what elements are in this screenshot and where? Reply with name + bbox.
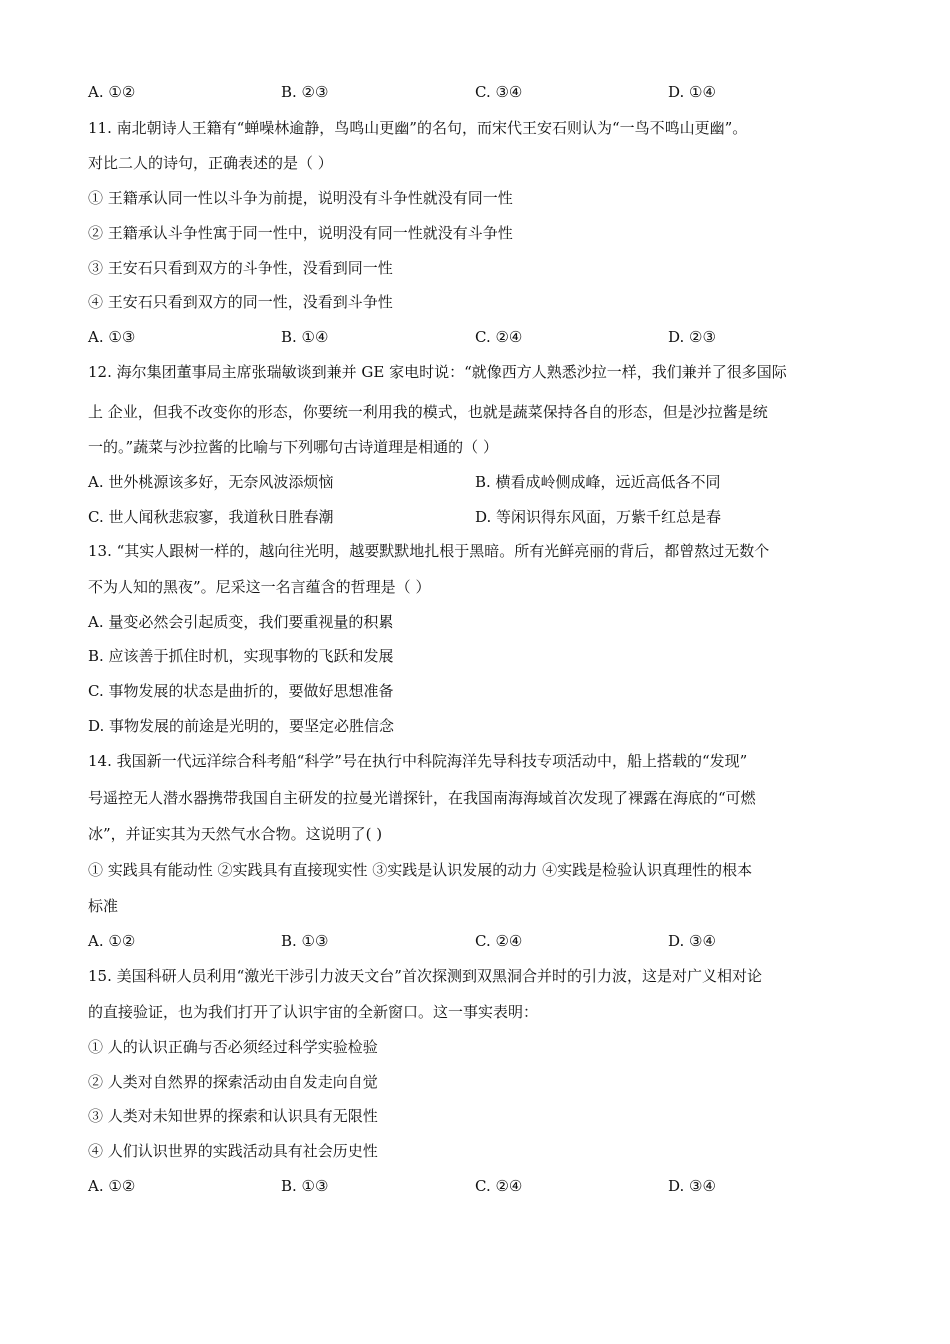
- q12-option-d: D. 等闲识得东风面，万紫千红总是春: [475, 508, 722, 526]
- q12-stem-line1: 12. 海尔集团董事局主席张瑞敏谈到兼并 GE 家电时说：“就像西方人熟悉沙拉一样，我们兼并了很多国际: [88, 363, 787, 381]
- q14-stem-line2: 号遥控无人潜水器携带我国自主研发的拉曼光谱探针，在我国南海海域首次发现了裸露在海底的“可燃: [88, 789, 756, 807]
- q13-option-d: D. 事物发展的前途是光明的，要坚定必胜信念: [88, 717, 395, 735]
- q11-option-b: B. ①④: [281, 328, 329, 346]
- q10-option-b: B. ②③: [281, 83, 329, 101]
- q11-option-d: D. ②③: [668, 328, 716, 346]
- q11-option-c: C. ②④: [475, 328, 523, 346]
- q14-stem-line1: 14. 我国新一代远洋综合科考船“科学”号在执行中科院海洋先导科技专项活动中，船上搭载的“发现”: [88, 752, 748, 770]
- q14-option-a: A. ①②: [88, 932, 136, 950]
- q15-option-a: A. ①②: [88, 1177, 136, 1195]
- q14-option-b: B. ①③: [281, 932, 329, 950]
- q13-stem-line2: 不为人知的黑夜”。尼采这一名言蕴含的哲理是（ ）: [88, 578, 431, 596]
- q14-items-line2: 标准: [88, 897, 119, 915]
- q10-option-a: A. ①②: [88, 83, 136, 101]
- q15-item-1: ① 人的认识正确与否必须经过科学实验检验: [88, 1038, 378, 1056]
- q10-option-d: D. ①④: [668, 83, 716, 101]
- q15-option-c: C. ②④: [475, 1177, 523, 1195]
- q15-item-4: ④ 人们认识世界的实践活动具有社会历史性: [88, 1142, 378, 1160]
- q14-items-line1: ① 实践具有能动性 ②实践具有直接现实性 ③实践是认识发展的动力 ④实践是检验认识真理性的根本: [88, 861, 753, 879]
- q12-option-a: A. 世外桃源该多好，无奈风波添烦恼: [88, 473, 334, 491]
- q15-option-d: D. ③④: [668, 1177, 716, 1195]
- q11-item-1: ① 王籍承认同一性以斗争为前提，说明没有斗争性就没有同一性: [88, 189, 513, 207]
- q11-stem-line1: 11. 南北朝诗人王籍有“蝉噪林逾静，鸟鸣山更幽”的名句，而宋代王安石则认为“一鸟不鸣山更幽”。: [88, 119, 748, 137]
- q12-option-c: C. 世人闻秋悲寂寥，我道秋日胜春潮: [88, 508, 334, 526]
- q15-item-2: ② 人类对自然界的探索活动由自发走向自觉: [88, 1073, 378, 1091]
- q12-option-b: B. 横看成岭侧成峰，远近高低各不同: [475, 473, 721, 491]
- q15-stem-line2: 的直接验证，也为我们打开了认识宇宙的全新窗口。这一事实表明：: [88, 1003, 539, 1021]
- q11-item-4: ④ 王安石只看到双方的同一性，没看到斗争性: [88, 293, 393, 311]
- q14-stem-line3: 冰”，并证实其为天然气水合物。这说明了( ): [88, 825, 383, 843]
- q10-option-c: C. ③④: [475, 83, 523, 101]
- q15-item-3: ③ 人类对未知世界的探索和认识具有无限性: [88, 1107, 378, 1125]
- q11-item-2: ② 王籍承认斗争性寓于同一性中，说明没有同一性就没有斗争性: [88, 224, 513, 242]
- q11-option-a: A. ①③: [88, 328, 136, 346]
- q13-option-a: A. 量变必然会引起质变，我们要重视量的积累: [88, 613, 394, 631]
- q13-stem-line1: 13. “其实人跟树一样的，越向往光明，越要默默地扎根于黑暗。所有光鲜亮丽的背后，都曾熬过无数个: [88, 542, 770, 560]
- q14-option-d: D. ③④: [668, 932, 716, 950]
- q11-stem-line2: 对比二人的诗句，正确表述的是（ ）: [88, 154, 333, 172]
- q12-stem-line3: 一的。”蔬菜与沙拉酱的比喻与下列哪句古诗道理是相通的（ ）: [88, 438, 498, 456]
- q15-stem-line1: 15. 美国科研人员利用“激光干涉引力波天文台”首次探测到双黑洞合并时的引力波，这是对广义相对论: [88, 967, 762, 985]
- q12-stem-line2: 上 企业，但我不改变你的形态，你要统一利用我的模式，也就是蔬菜保持各自的形态，但是沙拉酱是统: [88, 403, 768, 421]
- q15-option-b: B. ①③: [281, 1177, 329, 1195]
- q13-option-c: C. 事物发展的状态是曲折的，要做好思想准备: [88, 682, 394, 700]
- q11-item-3: ③ 王安石只看到双方的斗争性，没看到同一性: [88, 259, 393, 277]
- q14-option-c: C. ②④: [475, 932, 523, 950]
- q13-option-b: B. 应该善于抓住时机，实现事物的飞跃和发展: [88, 647, 394, 665]
